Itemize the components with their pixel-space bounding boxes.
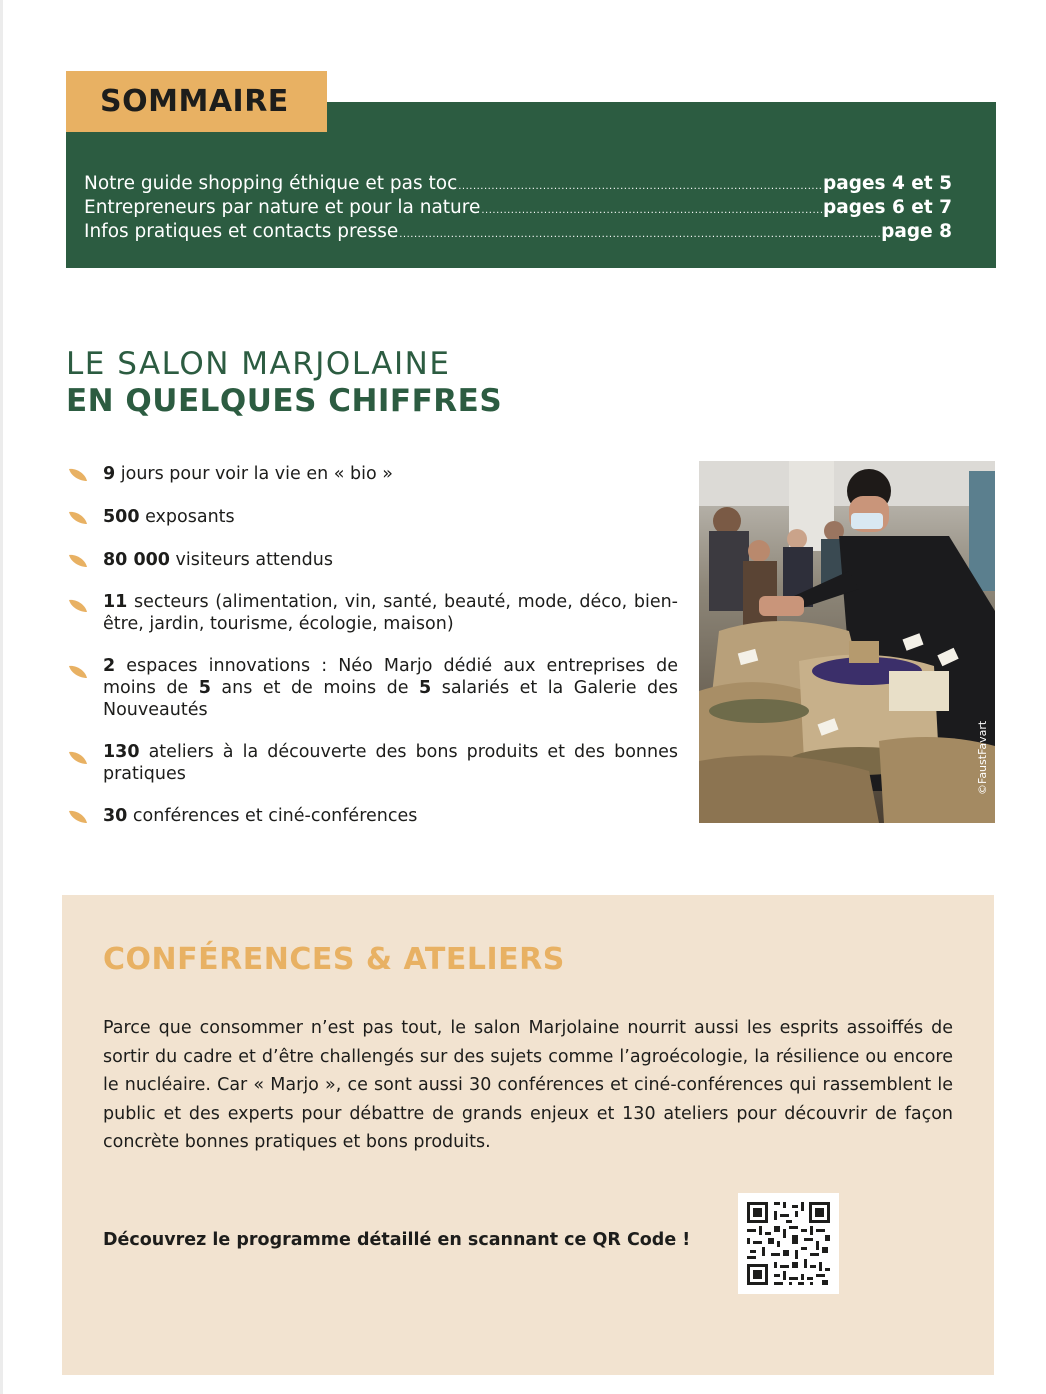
figure-text: [103, 549, 678, 571]
figure-number: 9: [103, 464, 116, 484]
figure-item: [68, 549, 678, 571]
figure-item: [68, 463, 678, 485]
toc-entry[interactable]: [84, 221, 952, 245]
figure-description: espaces innovations : Néo Marjo dédié aux entreprises de moins de: [103, 656, 678, 698]
toc-entry[interactable]: [84, 173, 952, 197]
figure-text: [103, 805, 678, 827]
figure-description: salariés et la Galerie des Nouveautés: [103, 678, 678, 720]
figure-text: [103, 591, 678, 635]
figure-text: [103, 506, 678, 528]
sommaire-title: SOMMAIRE: [100, 84, 289, 119]
figure-number: 500: [103, 507, 140, 527]
leaf-bullet-icon: [68, 554, 88, 568]
figure-description: conférences et ciné-conférences: [127, 806, 418, 826]
figure-number: 11: [103, 592, 128, 612]
figure-text: [103, 655, 678, 721]
figure-description: secteurs (alimentation, vin, santé, beauté, mode, déco, bien-être, jardin, tourisme, écologie, maison): [103, 592, 678, 634]
qr-call-to-action: Découvrez le programme détaillé en scannant ce QR Code !: [103, 1230, 691, 1250]
leaf-bullet-icon: [68, 468, 88, 482]
figure-description: ateliers à la découverte des bons produits et des bonnes pratiques: [103, 742, 678, 784]
toc-leader-dots: [458, 181, 822, 192]
figure-number: 5: [198, 678, 211, 698]
leaf-bullet-icon: [68, 511, 88, 525]
toc-entry-label: Entrepreneurs par nature et pour la nature: [84, 197, 481, 218]
conferences-body: Parce que consommer n’est pas tout, le salon Marjolaine nourrit aussi les esprits assoiffés de sortir du cadre et d’être challengés sur des sujets comme l’agroécologie, la résilience ou encore le nucléaire. Car « Marjo », ce sont aussi 30 conférences et ciné-conférences qui rassemblent le public et des experts pour débattre de grands enjeux et 130 ateliers pour découvrir de façon concrète bonnes pratiques et bons produits.: [103, 1018, 953, 1152]
figure-description: exposants: [139, 507, 235, 527]
qr-code[interactable]: [738, 1193, 839, 1294]
toc-entry-page: pages 4 et 5: [823, 173, 952, 194]
leaf-bullet-icon: [68, 665, 88, 679]
photo-credit: ©FaustFavart: [976, 720, 989, 795]
section-title-line2: EN QUELQUES CHIFFRES: [66, 383, 503, 419]
figure-description: visiteurs attendus: [169, 550, 333, 570]
figure-item: [68, 591, 678, 635]
toc-entry-page: page 8: [881, 221, 952, 242]
conferences-title: CONFÉRENCES & ATELIERS: [103, 942, 565, 977]
figure-item: [68, 805, 678, 827]
figure-number: 130: [103, 742, 140, 762]
figure-text: [103, 741, 678, 785]
section-title-line1: LE SALON MARJOLAINE: [66, 346, 451, 382]
page-edge: [0, 0, 3, 1394]
figure-description: jours pour voir la vie en « bio »: [115, 464, 393, 484]
toc-leader-dots: [481, 205, 822, 216]
figure-number: 80 000: [103, 550, 170, 570]
figure-number: 2: [103, 656, 116, 676]
market-photo: [699, 461, 995, 823]
leaf-bullet-icon: [68, 751, 88, 765]
toc-entry-label: Infos pratiques et contacts presse: [84, 221, 399, 242]
figure-number: 30: [103, 806, 128, 826]
figure-description: ans et de moins de: [210, 678, 420, 698]
figure-item: [68, 741, 678, 785]
leaf-bullet-icon: [68, 599, 88, 613]
toc-entry-label: Notre guide shopping éthique et pas toc: [84, 173, 458, 194]
figure-item: [68, 506, 678, 528]
toc-leader-dots: [399, 229, 880, 240]
figure-text: [103, 463, 678, 485]
leaf-bullet-icon: [68, 810, 88, 824]
figure-number: 5: [419, 678, 432, 698]
toc-entry[interactable]: [84, 197, 952, 221]
toc-entry-page: pages 6 et 7: [823, 197, 952, 218]
figure-item: [68, 655, 678, 721]
